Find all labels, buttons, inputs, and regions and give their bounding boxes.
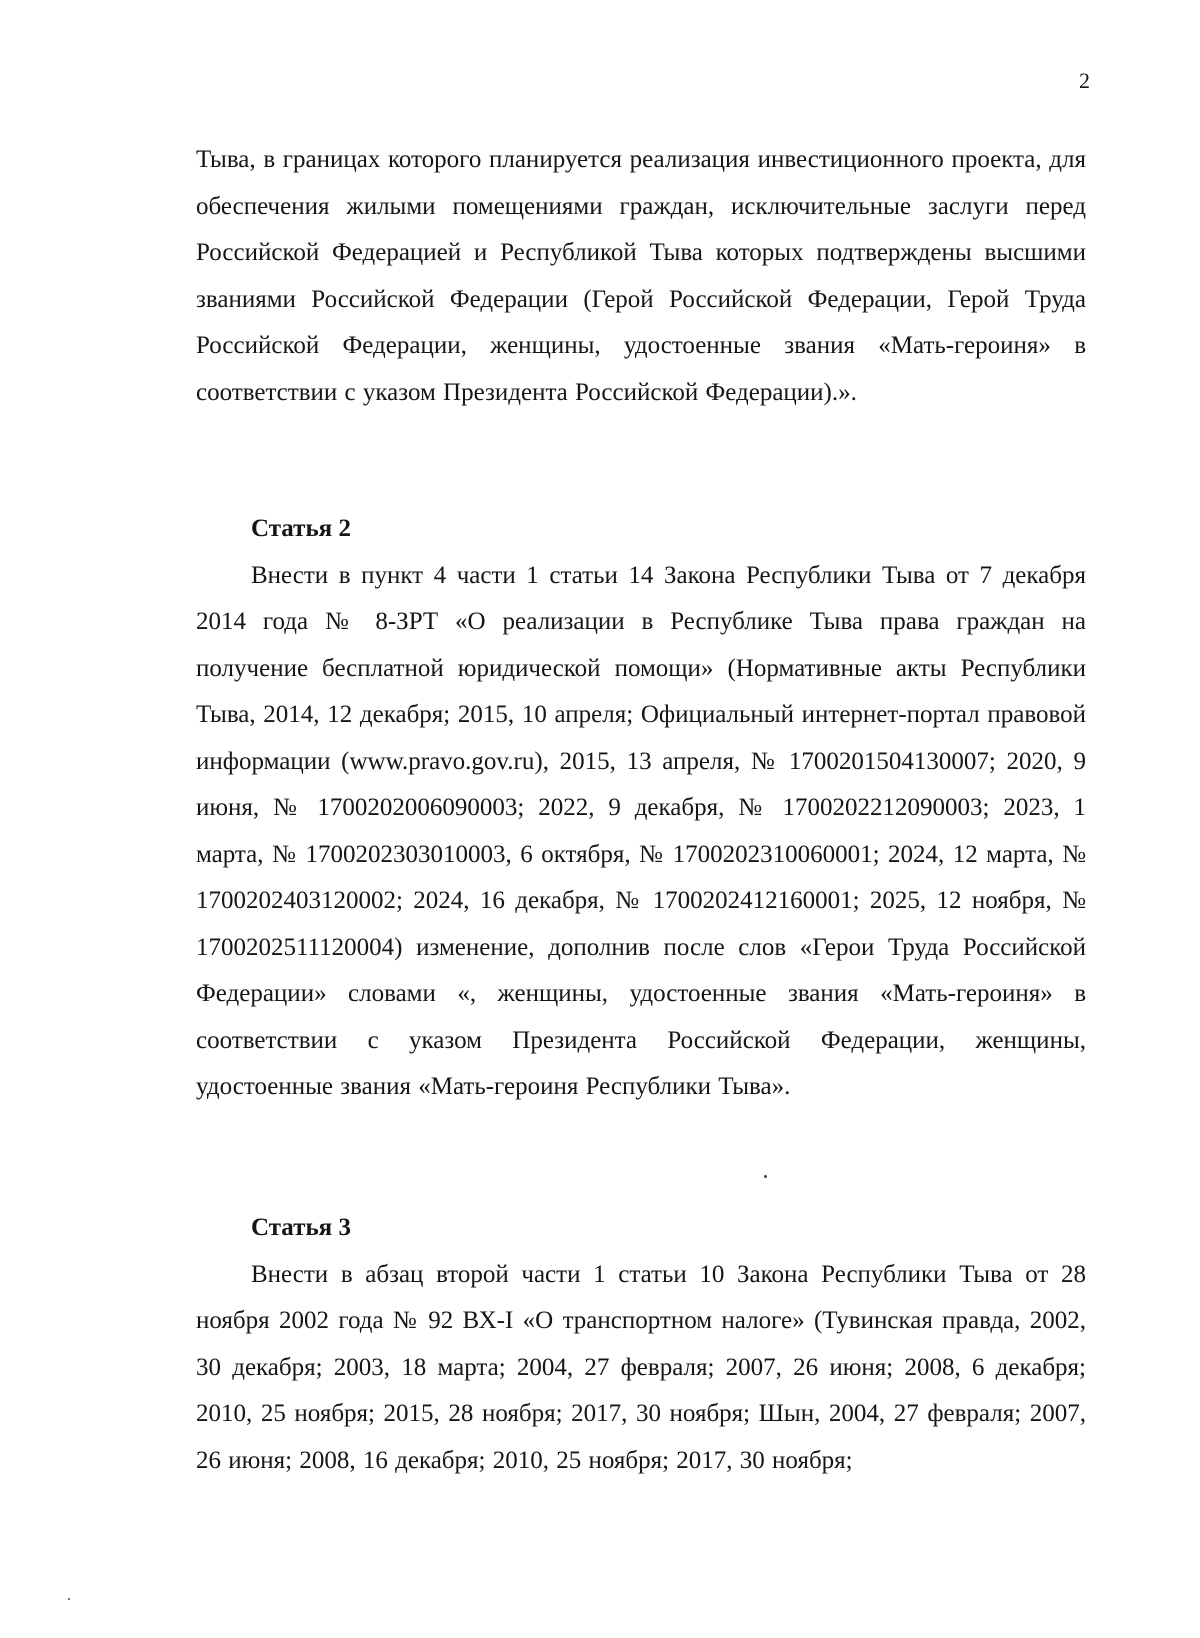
article-2-section (196, 506, 1086, 1111)
page-number: 2 (1079, 68, 1090, 93)
continued-paragraph-block (196, 137, 1086, 416)
article-2-text: Внести в пункт 4 части 1 статьи 14 Закона Республики Тыва от 7 декабря 2014 года № 8-ЗРТ «О реализации в Республике Тыва права граждан на получение бесплатной юридической помощи» (Нормативные акты Республики Тыва, 2014, 12 декабря; 2015, 10 апреля; Официальный интернет-портал правовой информации (www.pravo.gov.ru), 2015, 13 апреля, № 1700201504130007; 2020, 9 июня, № 1700202006090003; 2022, 9 декабря, № 1700202212090003; 2023, 1 марта, № 1700202303010003, 6 октября, № 1700202310060001; 2024, 12 марта, № 1700202403120002; 2024, 16 декабря, № 1700202412160001; 2025, 12 ноября, № 1700202511120004) изменение, дополнив после слов «Герои Труда Российской Федерации» словами «, женщины, удостоенные звания «Мать-героиня» в соответствии с указом Президента Российской Федерации, женщины, удостоенные звания «Мать-героиня Республики Тыва». (196, 561, 1086, 1100)
article-3-section (196, 1205, 1086, 1484)
article-2-heading: Статья 2 (251, 515, 351, 542)
article-3-heading: Статья 3 (251, 1214, 351, 1241)
continued-paragraph: Тыва, в границах которого планируется реализация инвестиционного проекта, для обеспечения жилыми помещениями граждан, исключительные заслуги перед Российской Федерацией и Республикой Тыва которых подтверждены высшими званиями Российской Федерации (Герой Российской Федерации, Герой Труда Российской Федерации, женщины, удостоенные звания «Мать-героиня» в соответствии с указом Президента Российской Федерации).». (196, 146, 1086, 406)
scan-speck (764, 1175, 767, 1178)
scan-speck (68, 1598, 70, 1600)
article-3-text: Внести в абзац второй части 1 статьи 10 Закона Республики Тыва от 28 ноября 2002 года № 92 ВХ-I «О транспортном налоге» (Тувинская правда, 2002, 30 декабря; 2003, 18 марта; 2004, 27 февраля; 2007, 26 июня; 2008, 6 декабря; 2010, 25 ноября; 2015, 28 ноября; 2017, 30 ноября; Шын, 2004, 27 февраля; 2007, 26 июня; 2008, 16 декабря; 2010, 25 ноября; 2017, 30 ноября; (196, 1260, 1086, 1474)
